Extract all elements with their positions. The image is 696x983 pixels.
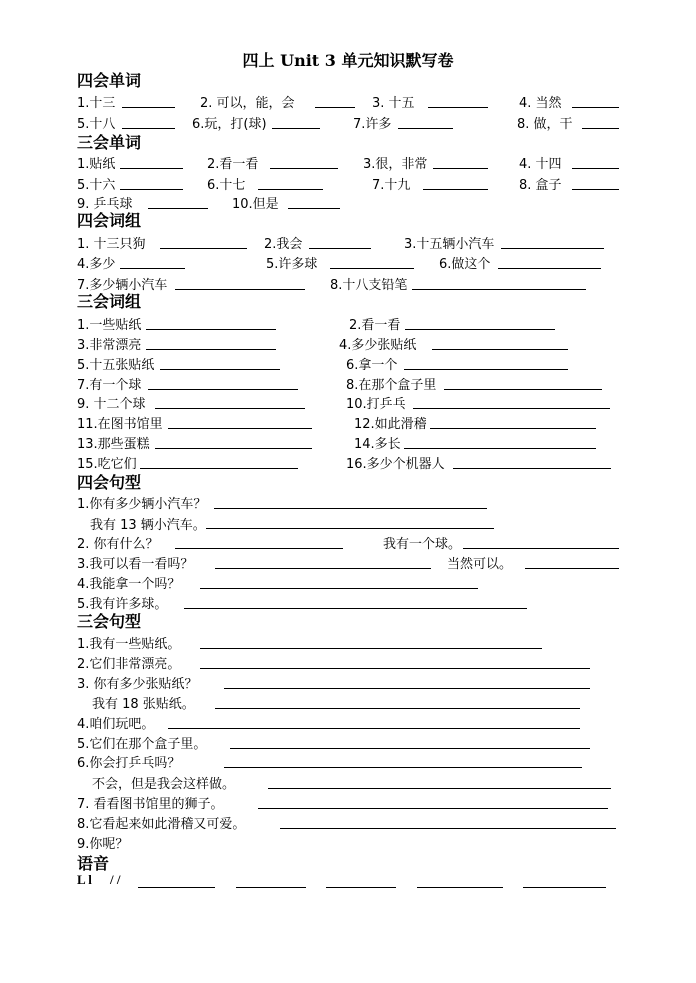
- phrase-item: 13.那些蛋糕: [77, 437, 150, 452]
- answer-line[interactable]: [122, 128, 175, 129]
- answer-line[interactable]: [236, 887, 306, 888]
- section-three-sentences-heading: 三会句型: [77, 612, 142, 631]
- answer-line[interactable]: [268, 788, 611, 789]
- answer-line[interactable]: [582, 128, 619, 129]
- page-title: 四上 Unit 3 单元知识默写卷: [242, 51, 454, 70]
- answer-line[interactable]: [120, 168, 183, 169]
- answer-line[interactable]: [175, 548, 343, 549]
- answer-line[interactable]: [463, 548, 619, 549]
- answer-line[interactable]: [160, 248, 247, 249]
- answer-line[interactable]: [280, 828, 616, 829]
- sentence-item: 5.我有许多球。: [77, 597, 168, 612]
- phrase-item: 4.多少: [77, 257, 116, 272]
- answer-line[interactable]: [432, 349, 568, 350]
- word-item: 8. 做，干: [517, 117, 573, 132]
- sentence-item: 4.我能拿一个吗？: [77, 577, 181, 592]
- answer-line[interactable]: [498, 268, 601, 269]
- sentence-item: 7. 看看图书馆里的狮子。: [77, 797, 224, 812]
- sentence-item: 不会，但是我会这样做。: [92, 777, 236, 792]
- phrase-item: 2.我会: [264, 237, 303, 252]
- phrase-item: 1. 十三只狗: [77, 237, 146, 252]
- phrase-item: 14.多长: [354, 437, 401, 452]
- phrase-item: 10.打乒乓: [346, 397, 406, 412]
- sentence-item: 1.你有多少辆小汽车？: [77, 497, 207, 512]
- answer-line[interactable]: [288, 208, 340, 209]
- word-item: 5.十六: [77, 178, 116, 193]
- phrase-item: 5.十五张贴纸: [77, 358, 155, 373]
- answer-line[interactable]: [230, 748, 590, 749]
- phrase-item: 12.如此滑稽: [354, 417, 427, 432]
- answer-line[interactable]: [501, 248, 604, 249]
- phrase-item: 7.有一个球: [77, 378, 142, 393]
- answer-line[interactable]: [453, 468, 611, 469]
- word-item: 10.但是: [232, 197, 279, 212]
- answer-line[interactable]: [433, 168, 488, 169]
- answer-line[interactable]: [120, 268, 185, 269]
- answer-line[interactable]: [146, 349, 276, 350]
- section-four-phrases-heading: 四会词组: [77, 211, 142, 230]
- answer-line[interactable]: [258, 808, 608, 809]
- phrase-item: 7.多少辆小汽车: [77, 278, 168, 293]
- sentence-item: 我有 13 辆小汽车。: [90, 518, 206, 533]
- phrase-item: 1.一些贴纸: [77, 318, 142, 333]
- answer-line[interactable]: [138, 887, 215, 888]
- word-item: 1.贴纸: [77, 157, 116, 172]
- answer-line[interactable]: [405, 329, 555, 330]
- sentence-item: 6.你会打乒乓吗？: [77, 756, 181, 771]
- section-four-sentences-heading: 四会句型: [77, 473, 142, 492]
- answer-line[interactable]: [200, 648, 542, 649]
- word-item: 6.十七: [207, 178, 246, 193]
- sentence-item: 2.它们非常漂亮。: [77, 657, 181, 672]
- answer-line[interactable]: [214, 508, 487, 509]
- answer-line[interactable]: [120, 189, 183, 190]
- answer-line[interactable]: [200, 668, 590, 669]
- sentence-item: 5.它们在那个盒子里。: [77, 737, 207, 752]
- answer-line[interactable]: [404, 369, 568, 370]
- answer-line[interactable]: [315, 107, 355, 108]
- section-phonics-heading: 语音: [77, 854, 110, 873]
- phrase-item: 6.拿一个: [346, 358, 398, 373]
- sentence-item: 4.咱们玩吧。: [77, 717, 155, 732]
- phrase-item: 9. 十二个球: [77, 397, 146, 412]
- sentence-item: 我有一个球。: [383, 537, 462, 552]
- section-three-phrases-heading: 三会词组: [77, 292, 142, 311]
- phrase-item: 15.吃它们: [77, 457, 137, 472]
- answer-line[interactable]: [215, 708, 580, 709]
- answer-line[interactable]: [146, 329, 276, 330]
- sentence-item: 8.它看起来如此滑稽又可爱。: [77, 817, 246, 832]
- word-item: 7.十九: [372, 178, 411, 193]
- section-four-words-heading: 四会单词: [77, 71, 142, 90]
- sentence-item: 3.我可以看一看吗？: [77, 557, 194, 572]
- answer-line[interactable]: [148, 208, 208, 209]
- phrase-item: 3.非常漂亮: [77, 338, 142, 353]
- phonics-letter: L l: [77, 872, 92, 887]
- word-item: 6.玩，打(球): [192, 117, 267, 132]
- word-item: 9. 乒乓球: [77, 197, 133, 212]
- word-item: 3.很，非常: [363, 157, 428, 172]
- sentence-item: 9.你呢？: [77, 837, 129, 852]
- word-item: 2.看一看: [207, 157, 259, 172]
- answer-line[interactable]: [270, 168, 338, 169]
- word-item: 5.十八: [77, 117, 116, 132]
- word-item: 2. 可以，能，会: [200, 96, 295, 111]
- answer-line[interactable]: [206, 528, 494, 529]
- answer-line[interactable]: [330, 268, 414, 269]
- answer-line[interactable]: [572, 168, 619, 169]
- phrase-item: 3.十五辆小汽车: [404, 237, 495, 252]
- word-item: 4. 十四: [519, 157, 562, 172]
- answer-line[interactable]: [404, 448, 596, 449]
- answer-line[interactable]: [326, 887, 396, 888]
- answer-line[interactable]: [168, 428, 312, 429]
- phrase-item: 2.看一看: [349, 318, 401, 333]
- word-item: 7.许多: [353, 117, 392, 132]
- answer-line[interactable]: [160, 369, 280, 370]
- sentence-item: 2. 你有什么？: [77, 537, 159, 552]
- word-item: 8. 盒子: [519, 178, 562, 193]
- answer-line[interactable]: [155, 448, 312, 449]
- phrase-item: 6.做这个: [439, 257, 491, 272]
- phrase-item: 5.许多球: [266, 257, 318, 272]
- answer-line[interactable]: [572, 189, 619, 190]
- answer-line[interactable]: [224, 767, 582, 768]
- answer-line[interactable]: [215, 568, 431, 569]
- word-item: 1.十三: [77, 96, 116, 111]
- answer-line[interactable]: [525, 568, 619, 569]
- answer-line[interactable]: [423, 189, 488, 190]
- answer-line[interactable]: [523, 887, 606, 888]
- answer-line[interactable]: [155, 408, 305, 409]
- answer-line[interactable]: [224, 688, 590, 689]
- sentence-item: 1.我有一些贴纸。: [77, 637, 181, 652]
- answer-line[interactable]: [413, 408, 610, 409]
- answer-line[interactable]: [309, 248, 371, 249]
- answer-line[interactable]: [572, 107, 619, 108]
- answer-line[interactable]: [428, 107, 488, 108]
- phrase-item: 8.在那个盒子里: [346, 378, 437, 393]
- answer-line[interactable]: [148, 389, 298, 390]
- answer-line[interactable]: [398, 128, 453, 129]
- answer-line[interactable]: [175, 289, 305, 290]
- answer-line[interactable]: [444, 389, 602, 390]
- sentence-item: 当然可以。: [447, 557, 513, 572]
- answer-line[interactable]: [200, 588, 478, 589]
- answer-line[interactable]: [184, 608, 527, 609]
- sentence-item: 我有 18 张贴纸。: [92, 697, 195, 712]
- phrase-item: 8.十八支铅笔: [330, 278, 408, 293]
- answer-line[interactable]: [258, 189, 323, 190]
- section-three-words-heading: 三会单词: [77, 133, 142, 152]
- word-item: 4. 当然: [519, 96, 562, 111]
- word-item: 3. 十五: [372, 96, 415, 111]
- answer-line[interactable]: [430, 428, 596, 429]
- phrase-item: 16.多少个机器人: [346, 457, 445, 472]
- sentence-item: 3. 你有多少张贴纸？: [77, 677, 198, 692]
- phrase-item: 11.在图书馆里: [77, 417, 163, 432]
- answer-line[interactable]: [122, 107, 175, 108]
- answer-line[interactable]: [417, 887, 503, 888]
- answer-line[interactable]: [168, 728, 580, 729]
- phrase-item: 4.多少张贴纸: [339, 338, 417, 353]
- answer-line[interactable]: [140, 468, 298, 469]
- answer-line[interactable]: [412, 289, 586, 290]
- phonics-slashes: / /: [110, 872, 121, 887]
- answer-line[interactable]: [272, 128, 320, 129]
